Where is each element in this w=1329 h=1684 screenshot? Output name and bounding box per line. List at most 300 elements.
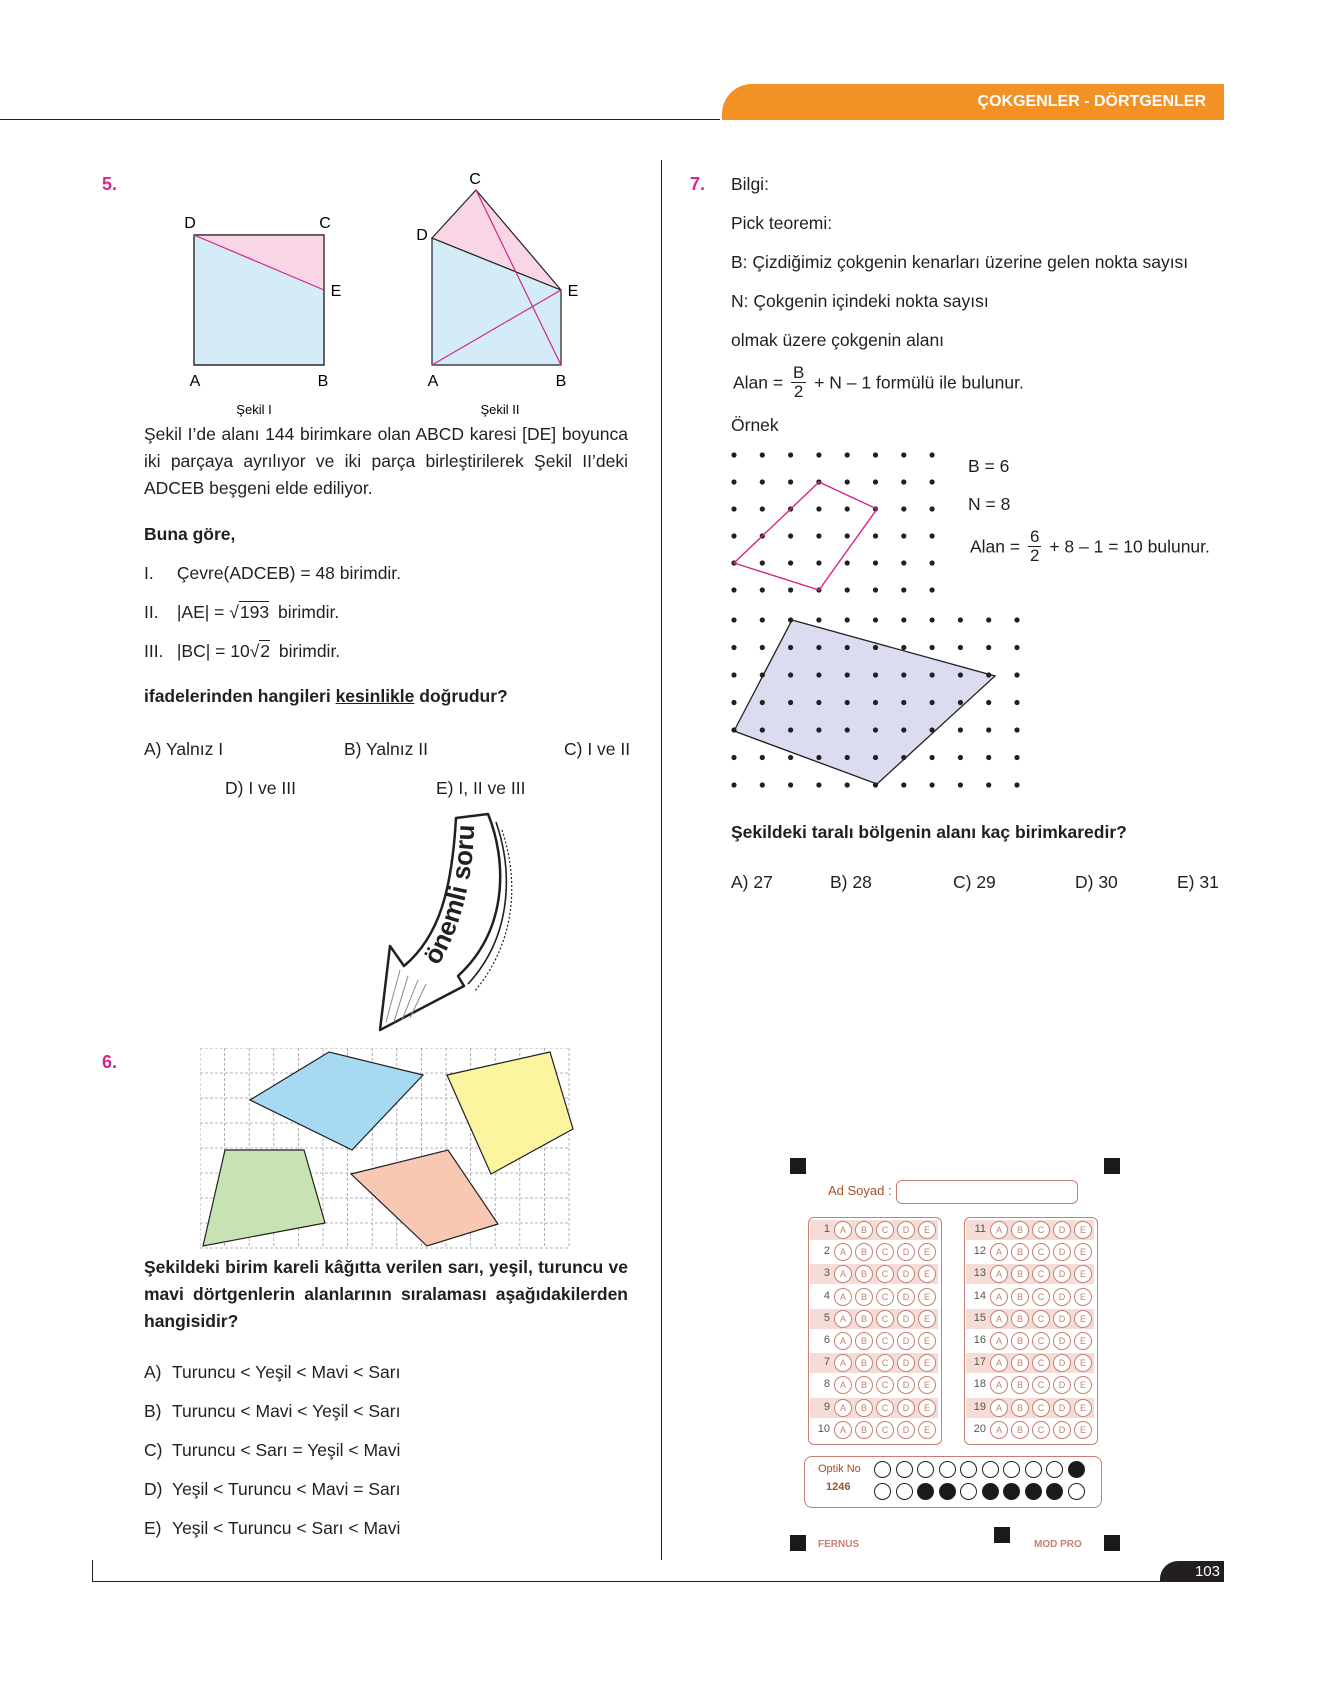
optik-bubble[interactable] <box>1003 1461 1020 1478</box>
q5-s2-root: 193 <box>239 602 270 622</box>
answer-bubble[interactable]: C <box>1032 1376 1050 1394</box>
q6-option-d[interactable] <box>144 1479 400 1500</box>
fig2-caption: Şekil II <box>480 402 520 417</box>
answer-row-number: 8 <box>823 1378 830 1391</box>
answer-bubble[interactable]: B <box>1011 1288 1029 1306</box>
answer-row <box>810 1220 938 1240</box>
answer-bubble[interactable]: D <box>897 1399 915 1417</box>
name-field[interactable] <box>896 1180 1078 1204</box>
answer-bubble[interactable]: E <box>1074 1421 1092 1439</box>
q5-text-line: ADCEB beşgeni elde ediliyor. <box>144 478 373 498</box>
answer-bubble[interactable]: E <box>1074 1265 1092 1283</box>
q5-statement-1 <box>144 563 401 583</box>
answer-bubble[interactable]: B <box>1011 1221 1029 1239</box>
q7-option-c[interactable]: C) 29 <box>953 872 996 892</box>
answer-row-number: 19 <box>973 1400 986 1413</box>
grid-dot <box>930 755 935 760</box>
answer-bubble[interactable]: A <box>834 1288 852 1306</box>
brand-right: MOD PRO <box>1034 1539 1082 1550</box>
q5-option-e[interactable]: E) I, II ve III <box>436 778 526 798</box>
answer-bubble[interactable]: A <box>990 1221 1008 1239</box>
answer-bubble[interactable]: E <box>918 1221 936 1239</box>
q5-s2-post: birimdir. <box>277 602 340 622</box>
important-question-arrow <box>360 808 560 1048</box>
answer-bubble[interactable]: B <box>1011 1265 1029 1283</box>
q7-example-dot-grid <box>725 446 945 606</box>
grid-dot <box>788 727 793 732</box>
answer-row <box>966 1242 1094 1262</box>
optik-bubble[interactable] <box>939 1461 956 1478</box>
grid-dot <box>788 533 793 538</box>
grid-dot <box>1014 727 1019 732</box>
q5-s3-num: III. <box>144 641 164 661</box>
answer-bubble[interactable]: E <box>918 1399 936 1417</box>
q5-s2-pre: |AE| = <box>176 602 225 622</box>
optik-bubble[interactable] <box>1025 1461 1042 1478</box>
q6-option-a[interactable] <box>144 1362 400 1383</box>
grid-dot <box>873 452 878 457</box>
answer-bubble[interactable]: E <box>1074 1221 1092 1239</box>
q7-info-title: Bilgi: <box>731 174 769 194</box>
answer-bubble[interactable]: D <box>897 1265 915 1283</box>
q5-option-b[interactable]: B) Yalnız II <box>344 739 428 759</box>
answer-bubble[interactable]: D <box>897 1376 915 1394</box>
grid-dot <box>731 506 736 511</box>
answer-bubble[interactable]: A <box>990 1399 1008 1417</box>
answer-bubble[interactable]: B <box>1011 1354 1029 1372</box>
answer-bubble[interactable]: C <box>876 1310 894 1328</box>
answer-bubble[interactable]: E <box>918 1265 936 1283</box>
answer-bubble[interactable]: E <box>918 1376 936 1394</box>
optik-bubble-filled[interactable] <box>939 1483 956 1500</box>
answer-bubble[interactable]: D <box>1053 1243 1071 1261</box>
grid-dot <box>845 479 850 484</box>
answer-bubble[interactable]: C <box>1032 1399 1050 1417</box>
answer-row <box>810 1420 938 1440</box>
grid-dot <box>986 645 991 650</box>
q5-s1-text: Çevre(ADCEB) = 48 birimdir. <box>176 563 402 583</box>
answer-bubble[interactable]: C <box>876 1421 894 1439</box>
answer-bubble[interactable]: C <box>876 1221 894 1239</box>
q7-option-e[interactable]: E) 31 <box>1177 872 1219 892</box>
answer-bubble[interactable]: C <box>876 1243 894 1261</box>
header-rule <box>0 119 720 120</box>
answer-bubble[interactable]: C <box>1032 1265 1050 1283</box>
grid-dot <box>845 645 850 650</box>
answer-bubble[interactable]: A <box>834 1421 852 1439</box>
grid-dot <box>816 617 821 622</box>
q7-question-dot-grid <box>725 608 1035 798</box>
answer-bubble[interactable]: D <box>1053 1221 1071 1239</box>
answer-bubble[interactable]: A <box>990 1288 1008 1306</box>
q5-question-pre: ifadelerinden hangileri <box>144 686 336 706</box>
answer-bubble[interactable]: D <box>1053 1354 1071 1372</box>
answer-bubble[interactable]: B <box>1011 1310 1029 1328</box>
grid-dot <box>816 672 821 677</box>
q5-number: 5. <box>102 174 118 194</box>
answer-row <box>966 1331 1094 1351</box>
q7-formula-post: + N – 1 formülü ile bulunur. <box>814 372 1024 393</box>
q6-text-line: mavi dörtgenlerin alanlarının sıralaması aşağıdakilerden <box>144 1284 628 1304</box>
answer-bubble[interactable]: B <box>1011 1243 1029 1261</box>
answer-bubble[interactable]: B <box>855 1288 873 1306</box>
grid-dot <box>816 452 821 457</box>
answer-bubble[interactable]: D <box>897 1221 915 1239</box>
grid-dot <box>731 672 736 677</box>
answer-row-number: 5 <box>823 1311 830 1324</box>
answer-bubble[interactable]: A <box>834 1332 852 1350</box>
answer-bubble[interactable]: C <box>876 1354 894 1372</box>
answer-bubble[interactable]: E <box>918 1421 936 1439</box>
answer-bubble[interactable]: B <box>1011 1376 1029 1394</box>
grid-dot <box>958 782 963 787</box>
q5-prompt: Buna göre, <box>144 524 236 544</box>
grid-dot <box>760 617 765 622</box>
q7-area-intro: olmak üzere çokgenin alanı <box>731 330 945 350</box>
q5-text-line: iki parçaya ayrılıyor ve iki parça birleştirilerek Şekil II’deki <box>144 451 628 471</box>
optik-bubble[interactable] <box>1068 1483 1085 1500</box>
grid-dot <box>873 479 878 484</box>
answer-bubble[interactable]: A <box>834 1310 852 1328</box>
answer-bubble[interactable]: D <box>1053 1310 1071 1328</box>
fig1-label-b: B <box>317 373 329 390</box>
yellow-quadrilateral <box>447 1052 573 1174</box>
grid-dot <box>816 560 821 565</box>
answer-row-number: 15 <box>973 1311 986 1324</box>
answer-bubble[interactable]: D <box>1053 1376 1071 1394</box>
optik-bubble[interactable] <box>896 1461 913 1478</box>
example-polygon <box>734 482 877 590</box>
answer-bubble[interactable]: C <box>876 1288 894 1306</box>
answer-row-number: 20 <box>973 1422 986 1435</box>
answer-bubble[interactable]: C <box>1032 1421 1050 1439</box>
answer-bubble[interactable]: D <box>1053 1332 1071 1350</box>
grid-dot <box>901 617 906 622</box>
answer-bubble[interactable]: D <box>1053 1399 1071 1417</box>
q5-s2-num: II. <box>144 602 159 622</box>
grid-dot <box>845 672 850 677</box>
q7-option-d[interactable]: D) 30 <box>1075 872 1118 892</box>
grid-dot <box>901 479 906 484</box>
q7-formula-pre: Alan = <box>733 372 784 393</box>
answer-bubble[interactable]: B <box>855 1332 873 1350</box>
answer-bubble[interactable]: D <box>897 1354 915 1372</box>
answer-bubble[interactable]: B <box>1011 1421 1029 1439</box>
answer-bubble[interactable]: D <box>897 1288 915 1306</box>
answer-bubble[interactable]: B <box>855 1221 873 1239</box>
answer-bubble[interactable]: E <box>1074 1354 1092 1372</box>
answer-bubble[interactable]: E <box>1074 1332 1092 1350</box>
answer-bubble[interactable]: A <box>990 1354 1008 1372</box>
grid-dot <box>873 700 878 705</box>
answer-row <box>810 1287 938 1307</box>
q7-example: Örnek <box>731 415 779 435</box>
grid-dot <box>845 533 850 538</box>
answer-bubble[interactable]: A <box>834 1265 852 1283</box>
optik-bubble[interactable] <box>874 1483 891 1500</box>
answer-row <box>966 1287 1094 1307</box>
q5-question <box>144 686 508 706</box>
answer-bubble[interactable]: C <box>1032 1243 1050 1261</box>
answer-bubble[interactable]: B <box>855 1265 873 1283</box>
q6-option-text: Turuncu < Mavi < Yeşil < Sarı <box>172 1401 401 1421</box>
optik-bubble[interactable] <box>1046 1461 1063 1478</box>
q7-formula-den: 2 <box>793 382 804 401</box>
optik-label: Optik No <box>818 1463 861 1475</box>
grid-dot <box>845 452 850 457</box>
q6-option-text: Turuncu < Sarı = Yeşil < Mavi <box>172 1440 401 1460</box>
header-title: ÇOKGENLER - DÖRTGENLER <box>977 93 1206 110</box>
optik-bubble-filled[interactable] <box>982 1483 999 1500</box>
answer-bubble[interactable]: A <box>990 1421 1008 1439</box>
q6-option-text: Yeşil < Turuncu < Mavi = Sarı <box>172 1479 401 1499</box>
answer-row-number: 17 <box>973 1356 986 1369</box>
answer-sheet <box>786 1155 1121 1555</box>
answer-bubble[interactable]: C <box>876 1399 894 1417</box>
fig2-label-c: C <box>469 171 481 188</box>
answer-bubble[interactable]: A <box>834 1243 852 1261</box>
answer-row-number: 10 <box>817 1422 830 1435</box>
grid-dot <box>930 645 935 650</box>
optik-bubble-filled[interactable] <box>1025 1483 1042 1500</box>
answer-row <box>810 1375 938 1395</box>
answer-bubble[interactable]: B <box>1011 1399 1029 1417</box>
q7-formula-fraction <box>791 364 806 401</box>
answer-bubble[interactable]: D <box>897 1332 915 1350</box>
grid-dot <box>986 755 991 760</box>
green-quadrilateral <box>203 1150 325 1246</box>
grid-dot <box>930 452 935 457</box>
answer-bubble[interactable]: D <box>1053 1265 1071 1283</box>
answer-bubble[interactable]: E <box>1074 1288 1092 1306</box>
answer-row-number: 12 <box>973 1245 986 1258</box>
q6-option-text: Yeşil < Turuncu < Sarı < Mavi <box>172 1518 401 1538</box>
answer-row <box>810 1331 938 1351</box>
optik-bubble-filled[interactable] <box>1046 1483 1063 1500</box>
grid-dot <box>930 727 935 732</box>
q7-ex-area-pre: Alan = <box>970 536 1021 557</box>
answer-bubble[interactable]: C <box>1032 1221 1050 1239</box>
q6-text <box>144 1254 628 1335</box>
answer-bubble[interactable]: E <box>1074 1376 1092 1394</box>
grid-dot <box>788 645 793 650</box>
answer-bubble[interactable]: B <box>855 1421 873 1439</box>
answer-bubble[interactable]: C <box>876 1332 894 1350</box>
grid-dot <box>845 727 850 732</box>
page-number: 103 <box>1194 1563 1220 1580</box>
grid-dot <box>873 672 878 677</box>
answer-row-number: 13 <box>973 1267 986 1280</box>
grid-dot <box>901 533 906 538</box>
answer-bubble[interactable]: B <box>855 1243 873 1261</box>
grid-dot <box>1014 782 1019 787</box>
grid-dot <box>731 452 736 457</box>
fig2-label-a: A <box>427 373 439 390</box>
answer-bubble[interactable]: D <box>897 1421 915 1439</box>
sqrt-icon: √ <box>249 641 260 661</box>
answer-bubble[interactable]: E <box>1074 1399 1092 1417</box>
answer-bubble[interactable]: C <box>1032 1288 1050 1306</box>
answer-bubble[interactable]: E <box>918 1310 936 1328</box>
answer-row <box>810 1264 938 1284</box>
answer-bubble[interactable]: A <box>834 1376 852 1394</box>
optik-bubble[interactable] <box>896 1483 913 1500</box>
grid-dot <box>816 700 821 705</box>
optik-bubble[interactable] <box>917 1461 934 1478</box>
grid-dot <box>731 533 736 538</box>
q7-ex-area-num: 6 <box>1029 527 1040 546</box>
grid-dot <box>760 452 765 457</box>
answer-bubble[interactable]: A <box>834 1354 852 1372</box>
grid-dot <box>788 560 793 565</box>
q5-option-d[interactable]: D) I ve III <box>225 778 296 798</box>
answer-row-number: 16 <box>973 1334 986 1346</box>
grid-dot <box>760 782 765 787</box>
answer-row <box>966 1353 1094 1373</box>
optik-bubble[interactable] <box>874 1461 891 1478</box>
optik-bubble[interactable] <box>960 1461 977 1478</box>
q5-option-c[interactable]: C) I ve II <box>564 739 631 759</box>
grid-dot <box>958 727 963 732</box>
answer-bubble[interactable]: A <box>834 1221 852 1239</box>
q5-s3-post: birimdir. <box>278 641 341 661</box>
answer-bubble[interactable]: B <box>1011 1332 1029 1350</box>
answer-bubble[interactable]: C <box>876 1376 894 1394</box>
grid-dot <box>873 617 878 622</box>
answer-bubble[interactable]: E <box>1074 1310 1092 1328</box>
q7-example-n: N = 8 <box>968 494 1011 514</box>
q6-grid-figure <box>200 1048 575 1250</box>
q7-ex-area-fraction <box>1028 528 1041 565</box>
grid-dot <box>873 560 878 565</box>
answer-bubble[interactable]: E <box>918 1332 936 1350</box>
answer-row-number: 9 <box>823 1400 830 1413</box>
grid-dot <box>731 727 736 732</box>
q7-ex-area-post: + 8 – 1 = 10 bulunur. <box>1049 536 1210 557</box>
answer-row-number: 14 <box>973 1289 986 1302</box>
optik-bubble[interactable] <box>982 1461 999 1478</box>
grid-dot <box>930 617 935 622</box>
corner-marker <box>790 1535 806 1551</box>
grid-dot <box>731 700 736 705</box>
grid-dot <box>845 617 850 622</box>
q6-option-e[interactable] <box>144 1518 400 1539</box>
q6-option-letter: C) <box>144 1440 163 1460</box>
answer-bubble[interactable]: E <box>918 1354 936 1372</box>
answer-bubble[interactable]: B <box>855 1376 873 1394</box>
grid-dot <box>873 727 878 732</box>
grid-dot <box>986 617 991 622</box>
q7-option-b[interactable]: B) 28 <box>830 872 872 892</box>
answer-bubble[interactable]: E <box>918 1288 936 1306</box>
grid-dot <box>760 700 765 705</box>
answer-bubble[interactable]: E <box>918 1243 936 1261</box>
answer-bubble[interactable]: C <box>1032 1354 1050 1372</box>
optik-bubble-filled[interactable] <box>1068 1461 1085 1478</box>
answer-bubble[interactable]: A <box>990 1376 1008 1394</box>
answer-bubble[interactable]: E <box>1074 1243 1092 1261</box>
q5-option-a[interactable]: A) Yalnız I <box>144 739 224 759</box>
answer-bubble[interactable]: B <box>855 1310 873 1328</box>
q6-option-letter: A) <box>144 1362 162 1382</box>
grid-dot <box>845 560 850 565</box>
answer-row-number: 18 <box>973 1378 986 1391</box>
q5-statement-2 <box>144 602 339 622</box>
grid-dot <box>845 700 850 705</box>
grid-dot <box>930 479 935 484</box>
grid-dot <box>958 645 963 650</box>
answer-bubble[interactable]: A <box>990 1310 1008 1328</box>
q7-formula-num: B <box>792 363 805 382</box>
answer-row-number: 7 <box>823 1356 830 1369</box>
grid-dot <box>901 782 906 787</box>
optik-bubble-filled[interactable] <box>917 1483 934 1500</box>
answer-bubble[interactable]: D <box>897 1243 915 1261</box>
grid-dot <box>788 700 793 705</box>
answer-bubble[interactable]: C <box>1032 1332 1050 1350</box>
answer-bubble[interactable]: C <box>1032 1310 1050 1328</box>
answer-bubble[interactable]: B <box>855 1354 873 1372</box>
grid-dot <box>958 672 963 677</box>
grid-dot <box>760 755 765 760</box>
grid-dot <box>760 645 765 650</box>
grid-dot <box>816 533 821 538</box>
q6-option-b[interactable] <box>144 1401 400 1422</box>
answer-bubble[interactable]: D <box>897 1310 915 1328</box>
orange-quadrilateral <box>351 1150 498 1246</box>
grid-dot <box>816 755 821 760</box>
q7-option-a[interactable]: A) 27 <box>731 872 773 892</box>
q6-option-text: Turuncu < Yeşil < Mavi < Sarı <box>172 1362 401 1382</box>
grid-dot <box>845 506 850 511</box>
answer-bubble[interactable]: A <box>990 1332 1008 1350</box>
answer-bubble[interactable]: B <box>855 1399 873 1417</box>
grid-dot <box>1014 700 1019 705</box>
answer-bubble[interactable]: A <box>834 1399 852 1417</box>
answer-bubble[interactable]: D <box>1053 1288 1071 1306</box>
optik-bubble[interactable] <box>960 1483 977 1500</box>
answer-bubble[interactable]: D <box>1053 1421 1071 1439</box>
grid-dot <box>816 782 821 787</box>
grid-dot <box>901 506 906 511</box>
grid-dot <box>958 617 963 622</box>
fig1-label-d: D <box>184 215 196 232</box>
q5-question-emph: kesinlikle <box>335 686 415 706</box>
answer-row-number: 11 <box>974 1223 986 1235</box>
answer-bubble[interactable]: C <box>876 1265 894 1283</box>
answer-row <box>966 1420 1094 1440</box>
q7-formula <box>733 364 1024 401</box>
q7-example-area <box>970 528 1210 565</box>
answer-row-number: 4 <box>823 1289 830 1302</box>
grid-dot <box>930 782 935 787</box>
footer-rule <box>92 1581 1222 1582</box>
brand-left: FERNUS <box>818 1539 860 1550</box>
column-divider <box>661 160 662 1560</box>
optik-bubble-filled[interactable] <box>1003 1483 1020 1500</box>
header-banner <box>722 84 1224 120</box>
answer-bubble[interactable]: A <box>990 1265 1008 1283</box>
answer-bubble[interactable]: A <box>990 1243 1008 1261</box>
grid-dot <box>930 533 935 538</box>
answer-row <box>810 1242 938 1262</box>
q6-option-c[interactable] <box>144 1440 400 1461</box>
grid-dot <box>901 755 906 760</box>
answer-row <box>966 1264 1094 1284</box>
answer-row <box>966 1220 1094 1240</box>
grid-dot <box>788 782 793 787</box>
fig1-caption: Şekil I <box>236 402 272 417</box>
